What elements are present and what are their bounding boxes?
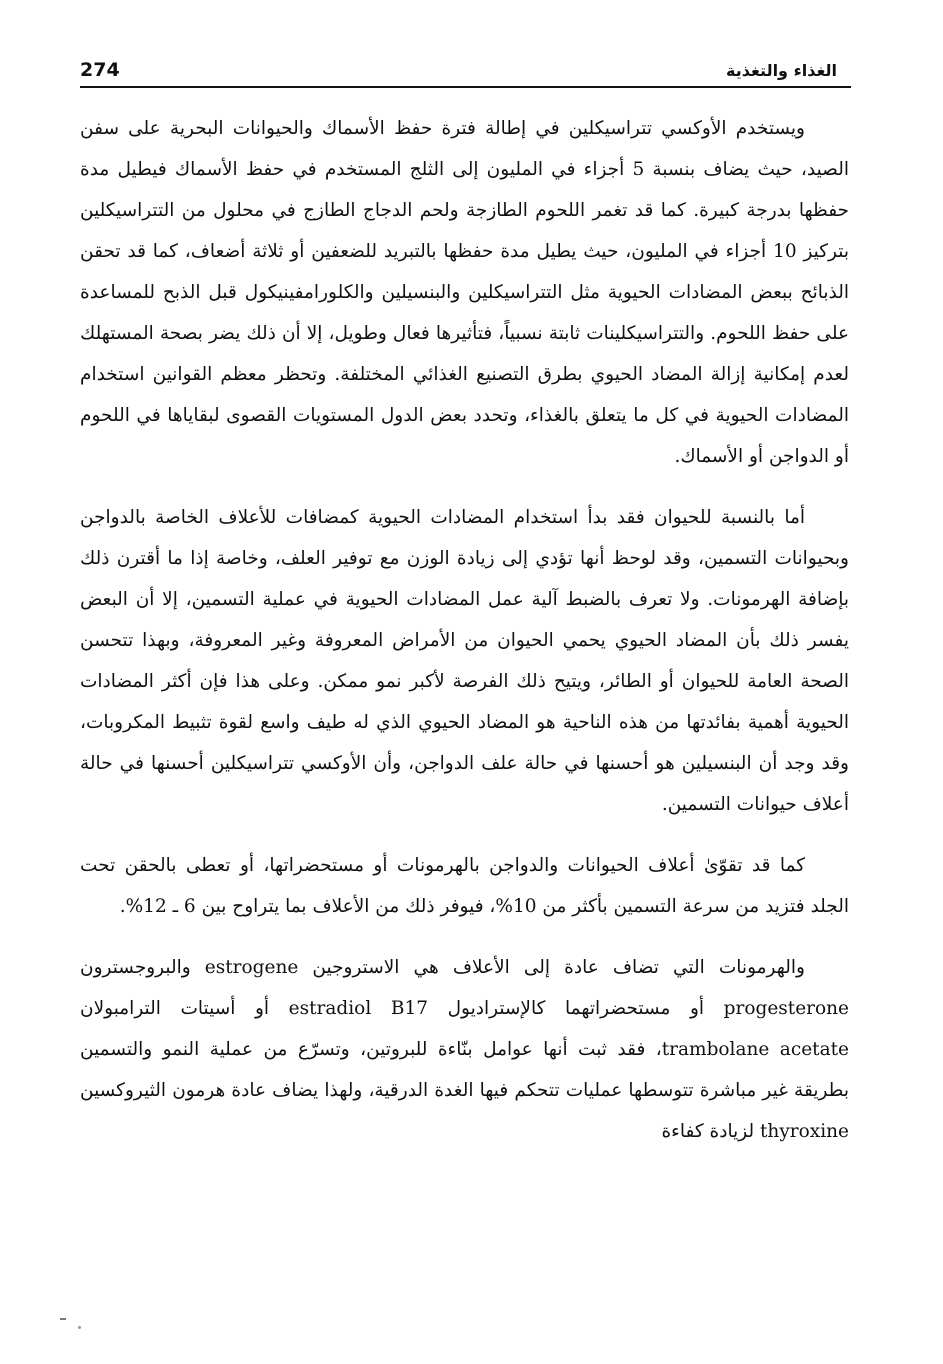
paragraph-4: والهرمونات التي تضاف عادة إلى الأعلاف هي الاستروجين estrogene والبروجسترون progesterone أو مستحضراتهما كالإستراديول estradiol B17 أو أسيتات الترامبولان trambolane acetate، فقد ثبت أنها عوامل بنّاءة للبروتين، وتسرّع من عملية النمو والتسمين بطريقة غير مباشرة تتوسطها عمليات تتحكم فيها الغدة الدرقية، ولهذا يضاف عادة هرمون الثيروكسين thyroxine لزيادة كفاءة <box>80 957 849 1142</box>
header-rule <box>80 86 851 88</box>
scan-mark <box>60 1318 66 1320</box>
running-title: الغذاء والتغذية <box>726 61 837 80</box>
paragraph-2: أما بالنسبة للحيوان فقد بدأ استخدام المضادات الحيوية كمضافات للأعلاف الخاصة بالدواجن وبحيوانات التسمين، وقد لوحظ أنها تؤدي إلى زيادة الوزن مع توفير العلف، وخاصة إذا ما أقترن ذلك بإضافة الهرمونات. ولا تعرف بالضبط آلية عمل المضادات الحيوية في عملية التسمين، إلا أن البعض يفسر ذلك بأن المضاد الحيوي يحمي الحيوان من الأمراض المعروفة وغير المعروفة، وبهذا تتحسن الصحة العامة للحيوان أو الطائر، ويتيح ذلك الفرصة لأكبر نمو ممكن. وعلى هذا فإن أكثر المضادات الحيوية أهمية بفائدتها من هذه الناحية هو المضاد الحيوي الذي له طيف واسع لقوة تثبيط المكروبات، وقد وجد أن البنسيلين هو أحسنها في حالة علف الدواجن، وأن الأوكسي تتراسيكلين أحسنها في حالة أعلاف حيوانات التسمين. <box>80 507 849 815</box>
page-header <box>80 48 851 84</box>
body-text <box>80 108 849 1172</box>
page-number: 274 <box>80 59 120 81</box>
scan-dot <box>78 1326 81 1329</box>
paragraph-3: كما قد تقوّىٰ أعلاف الحيوانات والدواجن بالهرمونات أو مستحضراتها، أو تعطى بالحقن تحت الجلد فتزيد من سرعة التسمين بأكثر من 10%، فيوفر ذلك من الأعلاف بما يتراوح بين 6 ـ 12%. <box>80 855 849 917</box>
paragraph-1: ويستخدم الأوكسي تتراسيكلين في إطالة فترة حفظ الأسماك والحيوانات البحرية على سفن الصيد، حيث يضاف بنسبة 5 أجزاء في المليون إلى الثلج المستخدم في حفظ الأسماك فيطيل مدة حفظها بدرجة كبيرة. كما قد تغمر اللحوم الطازجة ولحم الدجاج الطازج في محلول من التتراسيكلين بتركيز 10 أجزاء في المليون، حيث يطيل مدة حفظها بالتبريد للضعفين أو ثلاثة أضعاف، كما قد تحقن الذبائح ببعض المضادات الحيوية مثل التتراسيكلين والبنسيلين والكلورامفينيكول قبل الذبح للمساعدة على حفظ اللحوم. والتتراسيكلينات ثابتة نسبياً، فتأثيرها فعال وطويل، إلا أن ذلك يضر بصحة المستهلك لعدم إمكانية إزالة المضاد الحيوي بطرق التصنيع الغذائي المختلفة. وتحظر معظم القوانين استخدام المضادات الحيوية في كل ما يتعلق بالغذاء، وتحدد بعض الدول المستويات القصوى لبقاياها في اللحوم أو الدواجن أو الأسماك. <box>80 118 849 467</box>
